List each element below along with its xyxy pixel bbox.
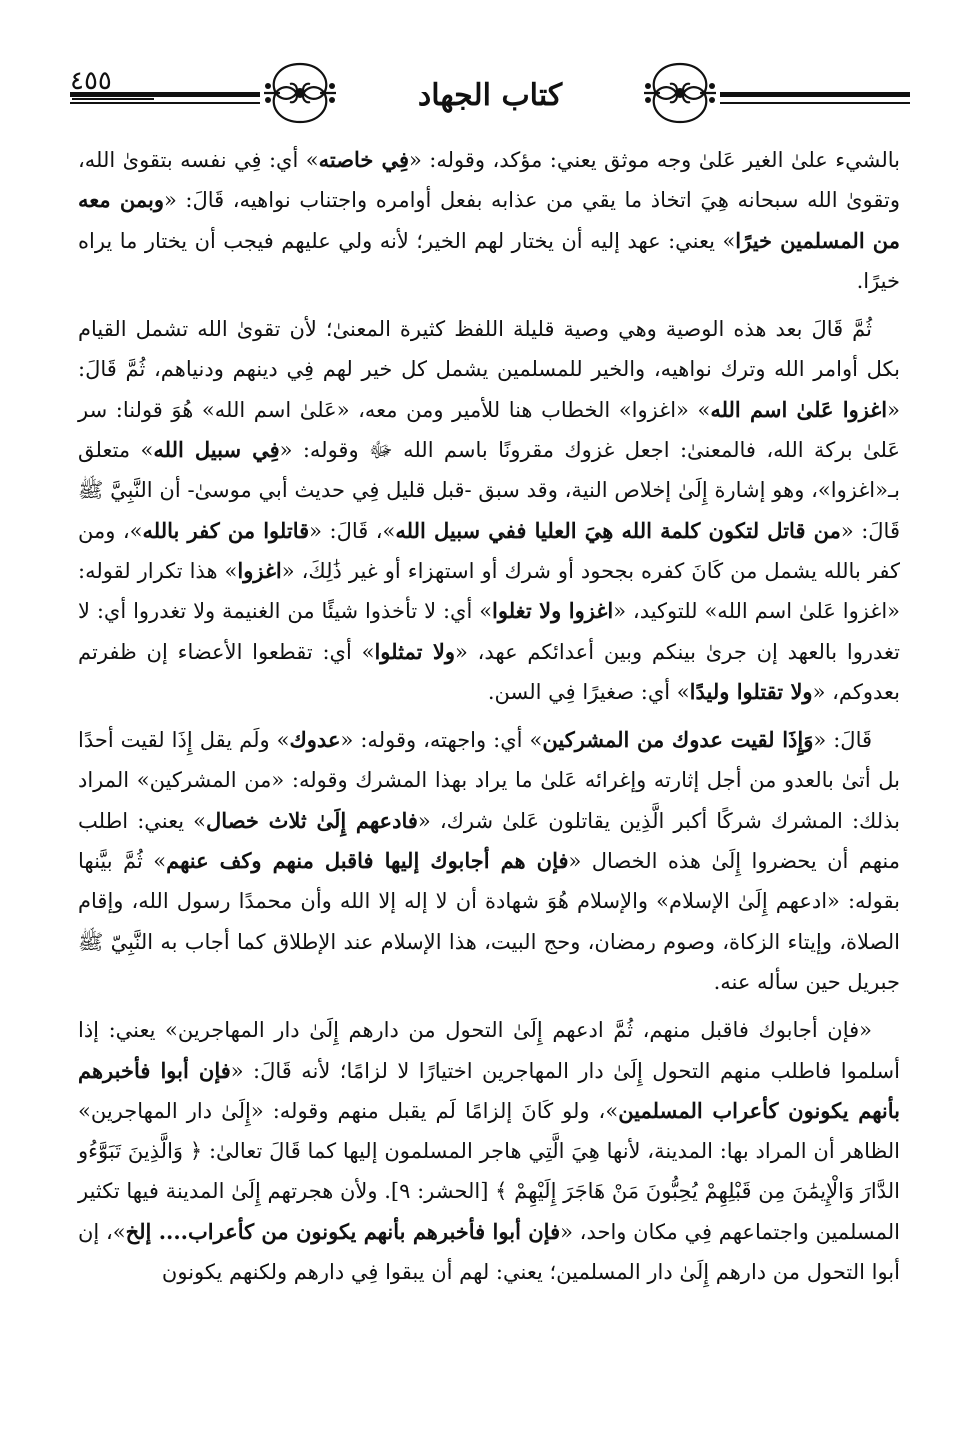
bold-text-run: فِي خاصته [318,147,409,172]
text-run: » هذا تكرار لقوله: «اغزوا عَلىٰ اسم الله» للتوكيد، « [78,558,900,624]
page-body [78,140,900,1300]
bold-text-run: اغزوا عَلىٰ اسم الله [710,396,888,422]
bold-text-run: من قاتل لتكون كلمة الله هِيَ العليا ففي سبيل الله [395,517,841,543]
running-title: كتاب الجهاد [417,78,563,113]
page-number-underline [72,98,154,100]
bold-text-run: فإن أبوا فأخبرهم بأنهم يكونون من كأعراب.... إلخ [125,1218,561,1244]
text-run: » أي: لا تأخذوا شيئًا من الغنيمة ولا تغدروا أي: لا تغدروا بالعهد إن جرىٰ بينكم وبين أعدائكم عهد، « [78,599,901,664]
text-run: »، ومن كفر بالله يشمل من كَانَ كفره بجحود أو شرك أو استهزاء أو غير ذَٰلِكَ، « [78,518,900,583]
paragraph [78,1010,900,1292]
text-run: » أي: تقطعوا الأعضاء إن ظفرتم بعدوكم، « [78,639,900,704]
text-run: »، قَالَ: « [309,518,396,543]
paragraph [78,309,900,712]
text-run: »، ولو كَانَ إلزامًا لَم يقبل منهم وقوله: «إِلَىٰ دار المهاجرين» الظاهر أن المراد بها: المدينة، لأنها هِيَ الَّتِي هاجر المسلمون إليها كما قَالَ تعالىٰ: ﴿ وَالَّذِينَ تَبَوَّءُو الدَّارَ وَالْإِيمَٰنَ مِن قَبْلِهِمْ يُحِبُّونَ مَنْ هَاجَرَ إِلَيْهِمْ ﴾ [الحشر: ٩]. ولأن هجرتهم إِلَىٰ المدينة فيها تكثير المسلمين واجتماعهم فِي مكان واحد، « [78,1098,901,1244]
text-run: » «اغزوا» الخطاب هنا للأمير ومن معه، «عَلىٰ اسم الله» هُوَ قولنا: سر عَلىٰ بركة الله، فالمعنىٰ: اجعل غزوك مقرونًا باسم الله ﷻ وقوله: « [78,397,901,463]
text-run: » يعني: اطلب منهم أن يحضروا إِلَىٰ هذه الخصال « [78,808,900,874]
bold-text-run: ولا تقتلوا وليدًا [689,678,813,704]
header-rule-right-thin [720,102,910,104]
page-header [0,58,978,128]
bold-text-run: ولا تمثلوا [374,638,455,664]
text-run: «فإن أجابوك فاقبل منهم، ثُمَّ ادعهم إِلَىٰ التحول من دارهم إِلَىٰ دار المهاجرين» يعني: إذا أسلموا فاطلب منهم التحول إِلَىٰ دار المهاجرين اختيارًا لا لزامًا؛ لأنه قَالَ: « [78,1018,900,1083]
paragraph [78,140,900,301]
bold-text-run: وَإِذَا لقيت عدوك من المشركين [542,727,814,753]
text-run: » أي: صغيرًا فِي السن. [487,679,690,704]
bold-text-run: وبمن معه من المسلمين خيرًا [78,187,900,253]
text-run: » متعلق بـ«اغزوا»، وهو إشارة إِلَىٰ إخلاص النية، وقد سبق -قبل قليل فِي حديث أبي موسىٰ- أن النَّبِيَّ ﷺ قَالَ: « [78,438,900,543]
bold-text-run: قاتلوا من كفر بالله [142,517,310,543]
text-run: » يعني: عهد إليه أن يختار لهم الخير؛ لأنه ولي عليهم فيجب أن يختار ما يراه خيرًا. [78,228,900,293]
arabesque-ornament-icon [640,58,720,128]
text-run: قَالَ: « [813,728,873,753]
text-run: » أي: فِي نفسه بتقوىٰ الله، وتقوىٰ الله سبحانه هِيَ اتخاذ ما يقي من عذابه بفعل أوامره واجتناب نواهيه، قَالَ: « [78,148,901,213]
bold-text-run: عدوك [289,727,341,753]
bold-text-run: فإن أبوا فأخبرهم بأنهم يكونون كأعراب المسلمين [78,1057,900,1123]
bold-text-run: فإن هم أجابوك إليها فاقبل منهم وكف عنهم [166,848,569,874]
bold-text-run: اغزوا ولا تغلوا [492,598,614,624]
arabesque-ornament-icon [260,58,340,128]
text-run: » أي: واجهته، وقوله: « [340,728,543,753]
header-rule-right [720,92,910,97]
text-run: ثُمَّ قَالَ بعد هذه الوصية وهي وصية قليلة اللفظ كثيرة المعنىٰ؛ لأن تقوىٰ الله تشمل القيام بكل أوامر الله وترك نواهيه، والخير للمسلمين يشمل كل خير لهم فِي دينهم ودنياهم، ثُمَّ قَالَ: « [78,317,900,422]
bold-text-run: فادعهم إِلَىٰ ثلاث خصال [206,807,418,833]
bold-text-run: اغزوا [237,557,282,583]
text-run: »، إن أبوا التحول من دارهم إِلَىٰ دار المسلمين؛ يعني: لهم أن يبقوا فِي دارهم ولكنهم يكونون [78,1219,900,1285]
paragraph [78,720,900,1002]
page-number: ٤٥٥ [70,66,112,96]
text-run: » ولَم يقل إِذَا لقيت أحدًا بل أتىٰ بالعدو من أجل إثارته وإغرائه عَلىٰ ما يراد بهذا المشرك وقوله: «من المشركين» المراد بذلك: المشرك شركًا أكبر الَّذِين يقاتلون عَلىٰ شرك، « [78,728,901,833]
bold-text-run: فِي سبيل الله [153,437,280,463]
text-run: » ثُمَّ بيَّنها بقوله: «ادعهم إِلَىٰ الإسلام» والإسلام هُوَ شهادة أن لا إله إلا الله وأن محمدًا رسول الله، وإقام الصلاة، وإيتاء الزكاة، وصوم رمضان، وحج البيت، هذا الإسلام عند الإطلاق كما أجاب به النَّبِيّ ﷺ جبريل حين سأله عنه. [78,849,900,994]
text-run: بالشيء علىٰ الغير عَلىٰ وجه موثق يعني: مؤكد، وقوله: « [409,148,900,172]
header-rule-left-thin [70,102,260,104]
